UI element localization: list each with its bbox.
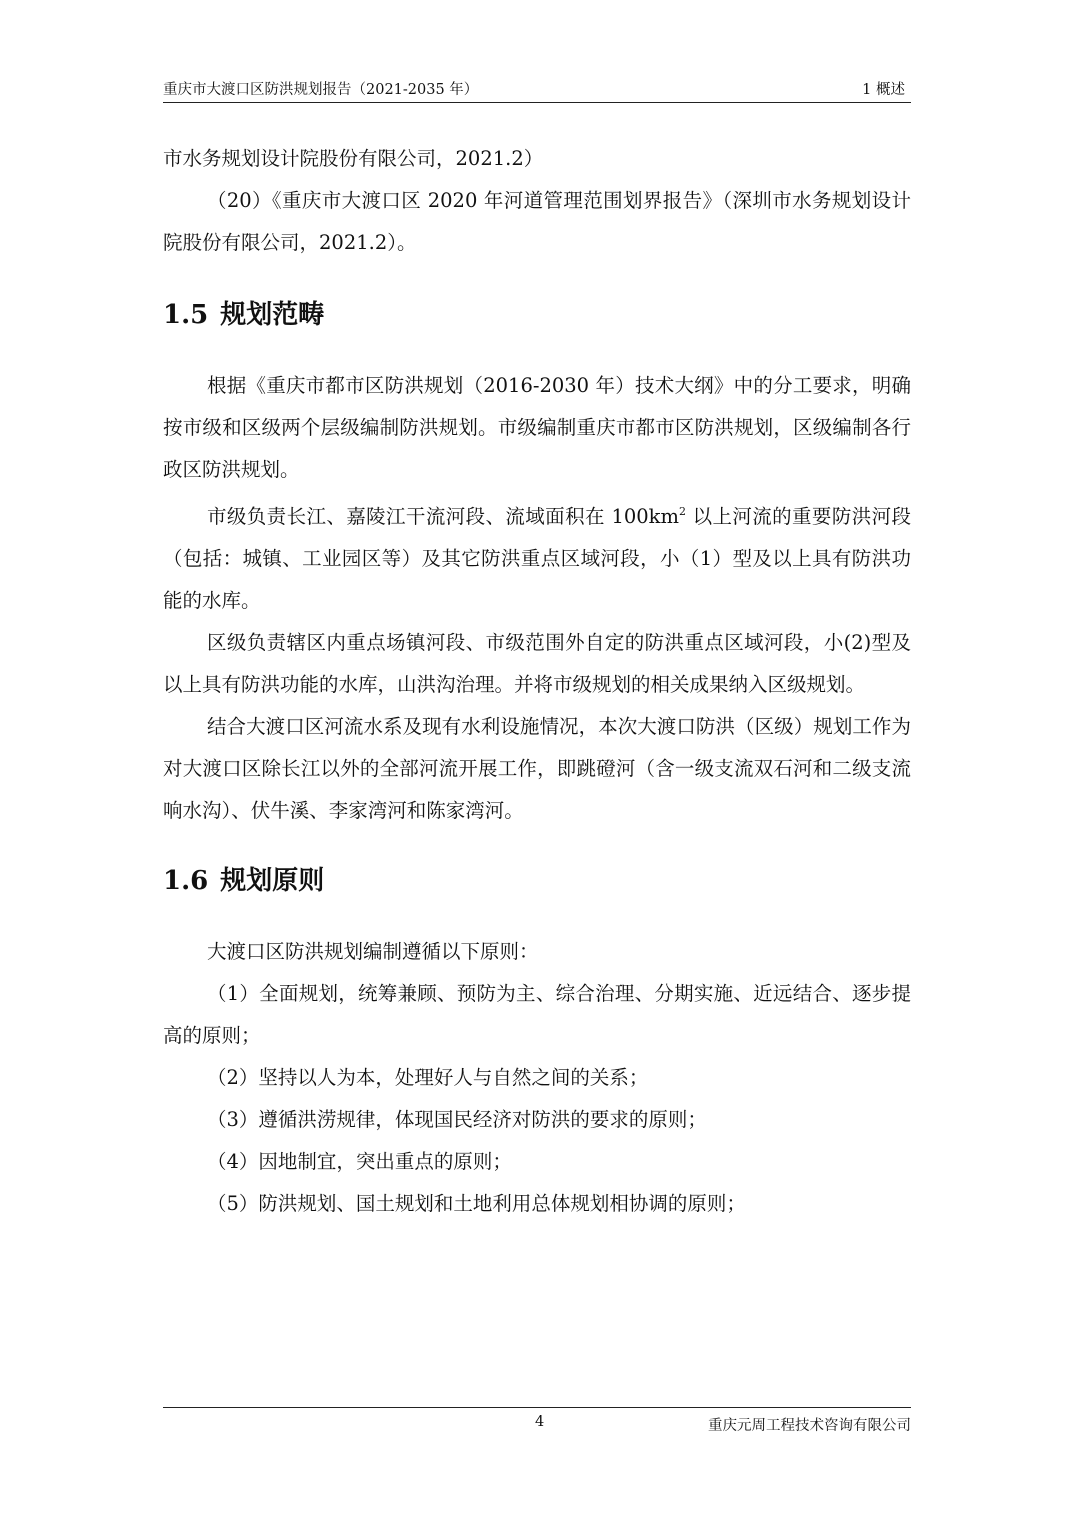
principle-item: （1）全面规划，统筹兼顾、预防为主、综合治理、分期实施、近远结合、逐步提高的原则； bbox=[163, 982, 911, 1047]
section-heading-1-6 bbox=[163, 860, 911, 897]
paragraph bbox=[163, 491, 911, 622]
principle-item: （2）坚持以人为本，处理好人与自然之间的关系； bbox=[207, 1066, 649, 1089]
page-content bbox=[163, 138, 911, 1225]
paragraph: 大渡口区防洪规划编制遵循以下原则： bbox=[207, 940, 539, 963]
footer-company: 重庆元周工程技术咨询有限公司 bbox=[708, 1418, 911, 1434]
page-number: 4 bbox=[535, 1414, 545, 1430]
page-footer bbox=[163, 1407, 911, 1438]
paragraph: 根据《重庆市都市区防洪规划（2016-2030 年）技术大纲》中的分工要求，明确按市级和区级两个层级编制防洪规划。市级编制重庆市都市区防洪规划，区级编制各行政区防洪规划。 bbox=[163, 374, 911, 481]
principle-item: （5）防洪规划、国土规划和土地利用总体规划相协调的原则； bbox=[207, 1192, 746, 1215]
section-title: 规划范畴 bbox=[220, 300, 325, 330]
principle-item: （3）遵循洪涝规律，体现国民经济对防洪的要求的原则； bbox=[207, 1108, 707, 1131]
paragraph-text: 以上河流的重要防洪河段（包括：城镇、工业园区等）及其它防洪重点区域河段，小（1）型及以上具有防洪功能的水库。 bbox=[163, 505, 912, 612]
page-header bbox=[163, 72, 911, 103]
section-title: 规划原则 bbox=[220, 866, 325, 896]
section-number: 1.5 bbox=[163, 300, 209, 330]
reference-continuation: 市水务规划设计院股份有限公司，2021.2） bbox=[163, 147, 544, 170]
section-number: 1.6 bbox=[163, 866, 209, 896]
paragraph-text: 市级负责长江、嘉陵江干流河段、流域面积在 100km bbox=[207, 505, 679, 528]
superscript: 2 bbox=[678, 505, 686, 518]
header-section: 1 概述 bbox=[862, 82, 905, 98]
section-heading-1-5 bbox=[163, 294, 911, 331]
principle-item: （4）因地制宜，突出重点的原则； bbox=[207, 1150, 512, 1173]
paragraph: 结合大渡口区河流水系及现有水利设施情况，本次大渡口防洪（区级）规划工作为对大渡口区除长江以外的全部河流开展工作，即跳磴河（含一级支流双石河和二级支流响水沟）、伏牛溪、李家湾河和陈家湾河。 bbox=[163, 715, 911, 822]
reference-20: （20）《重庆市大渡口区 2020 年河道管理范围划界报告》（深圳市水务规划设计院股份有限公司，2021.2）。 bbox=[163, 189, 911, 254]
header-title: 重庆市大渡口区防洪规划报告（2021-2035 年） bbox=[163, 82, 479, 98]
paragraph: 区级负责辖区内重点场镇河段、市级范围外自定的防洪重点区域河段，小(2)型及以上具有防洪功能的水库，山洪沟治理。并将市级规划的相关成果纳入区级规划。 bbox=[163, 631, 911, 696]
